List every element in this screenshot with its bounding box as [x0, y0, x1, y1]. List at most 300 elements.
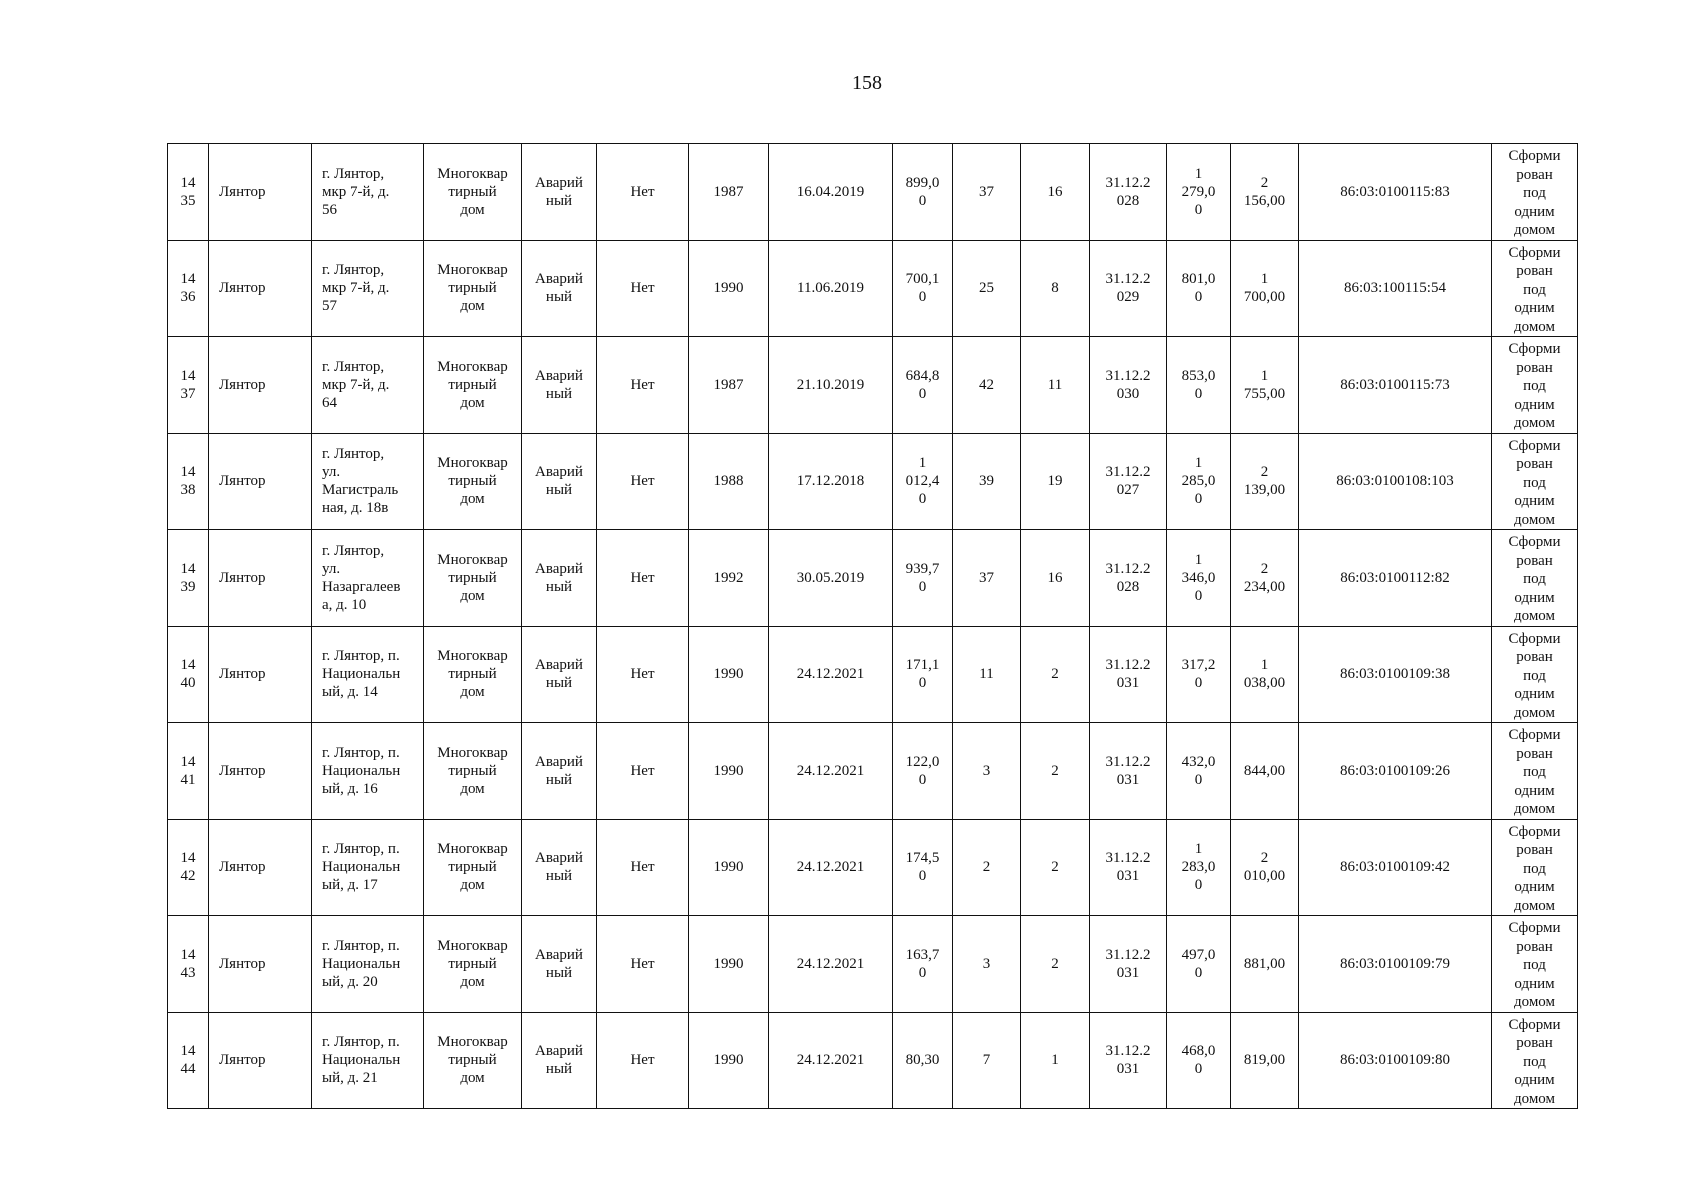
- cell-building-type-line: дом: [460, 298, 485, 315]
- cell-row-number-line: 14: [180, 174, 196, 191]
- cell-living-area-line: 012,4: [905, 473, 940, 490]
- cell-total-area: [1231, 433, 1299, 530]
- cell-condition-line: ный: [545, 868, 573, 885]
- cell-address: [312, 1012, 424, 1109]
- cell-living-area: [893, 433, 953, 530]
- cell-condition-line: Аварий: [535, 1043, 583, 1060]
- cell-condition: [522, 916, 597, 1013]
- cell-address-line: Национальн: [322, 666, 401, 683]
- cell-premises: 19: [1021, 433, 1090, 530]
- cell-total-area-line: 038,00: [1243, 675, 1286, 692]
- cell-note-line: Сформи: [1508, 341, 1561, 357]
- table-row: [168, 433, 1578, 530]
- cell-note-line: домом: [1513, 318, 1556, 335]
- cell-living-area-line: 0: [918, 578, 927, 595]
- cell-address-line: г. Лянтор,: [322, 165, 385, 182]
- cell-resettlement-deadline: [1090, 144, 1167, 241]
- cell-total-area-line: 1: [1260, 271, 1269, 288]
- cell-row-number-line: 36: [180, 289, 196, 306]
- cell-decision-date: 30.05.2019: [769, 530, 893, 627]
- cell-row-number: [168, 240, 209, 337]
- cell-resettlement-deadline-line: 031: [1116, 868, 1140, 885]
- cell-building-type-line: Многоквар: [437, 1034, 508, 1051]
- cell-condition: [522, 723, 597, 820]
- cell-address: [312, 337, 424, 434]
- cell-building-type: [424, 144, 522, 241]
- cell-land-area-line: 0: [1194, 289, 1203, 306]
- cell-municipality: Лянтор: [209, 626, 312, 723]
- cell-total-area: [1231, 626, 1299, 723]
- cell-land-area-line: 1: [1194, 165, 1203, 182]
- cell-land-area-line: 283,0: [1181, 859, 1216, 876]
- cell-row-number-line: 14: [180, 367, 196, 384]
- cell-address-line: г. Лянтор,: [322, 358, 385, 375]
- cell-year-built: 1987: [689, 144, 769, 241]
- cell-address: [312, 530, 424, 627]
- cell-cadastral-number: 86:03:0100109:79: [1299, 916, 1492, 1013]
- cell-total-area: [1231, 916, 1299, 1013]
- cell-year-built: 1990: [689, 819, 769, 916]
- cell-land-area-line: 279,0: [1181, 183, 1216, 200]
- cell-note-line: под: [1523, 1053, 1546, 1070]
- cell-note: [1492, 530, 1578, 627]
- cell-total-area: [1231, 337, 1299, 434]
- cell-note-line: Сформи: [1508, 437, 1561, 454]
- cell-row-number-line: 35: [180, 192, 196, 209]
- cell-note-line: под: [1523, 185, 1546, 201]
- cell-decision-date: 16.04.2019: [769, 144, 893, 241]
- cell-condition-line: ный: [545, 482, 573, 499]
- cell-residents: 3: [953, 916, 1021, 1013]
- cell-resettlement-deadline-line: 031: [1116, 771, 1140, 788]
- cell-building-type-line: Многоквар: [437, 648, 508, 665]
- cell-note-line: под: [1523, 378, 1546, 394]
- cell-living-area-line: 0: [918, 964, 927, 981]
- cell-living-area-line: 80,30: [905, 1052, 940, 1069]
- cell-premises: 2: [1021, 626, 1090, 723]
- cell-resettlement-deadline: [1090, 530, 1167, 627]
- cell-condition: [522, 819, 597, 916]
- cell-total-area: [1231, 819, 1299, 916]
- cell-living-area-line: 0: [918, 771, 927, 788]
- cell-address-line: г. Лянтор, п.: [322, 744, 400, 761]
- cell-total-area-line: 1: [1260, 657, 1269, 674]
- cell-note-line: под: [1523, 860, 1546, 877]
- cell-year-built: 1990: [689, 240, 769, 337]
- cell-total-area-line: 2: [1260, 850, 1269, 867]
- cell-land-area: [1167, 337, 1231, 434]
- cell-total-area: [1231, 723, 1299, 820]
- cell-resettlement-deadline-line: 31.12.2: [1105, 271, 1151, 288]
- cell-row-number-line: 14: [180, 1043, 196, 1060]
- cell-row-number-line: 38: [180, 482, 196, 499]
- cell-land-area-line: 0: [1194, 771, 1203, 788]
- cell-building-type: [424, 240, 522, 337]
- cell-building-type-line: Многоквар: [437, 358, 508, 375]
- cell-note-line: под: [1523, 281, 1546, 298]
- cell-resettlement-deadline-line: 31.12.2: [1105, 946, 1151, 963]
- cell-row-number-line: 14: [180, 850, 196, 867]
- cell-premises: 1: [1021, 1012, 1090, 1109]
- cell-condition-line: Аварий: [535, 271, 583, 288]
- cell-resettlement-deadline-line: 31.12.2: [1105, 1043, 1151, 1060]
- cell-note-line: домом: [1513, 1090, 1556, 1107]
- cell-year-built: 1992: [689, 530, 769, 627]
- cell-year-built: 1987: [689, 337, 769, 434]
- cell-living-area-line: 0: [918, 192, 927, 209]
- cell-note-line: одним: [1514, 879, 1555, 895]
- cell-note: [1492, 819, 1578, 916]
- cell-resettlement-deadline: [1090, 240, 1167, 337]
- cell-address: [312, 819, 424, 916]
- cell-note-line: одним: [1514, 975, 1555, 992]
- cell-land-area-line: 346,0: [1181, 569, 1216, 586]
- cell-cadastral-number: 86:03:0100109:42: [1299, 819, 1492, 916]
- cell-resettlement-deadline-line: 031: [1116, 675, 1140, 692]
- cell-living-area-line: 171,1: [905, 657, 940, 674]
- cell-building-type: [424, 916, 522, 1013]
- cell-resettlement-deadline-line: 31.12.2: [1105, 657, 1151, 674]
- cell-decision-date: 24.12.2021: [769, 819, 893, 916]
- cell-land-area-line: 801,0: [1181, 271, 1216, 288]
- cell-condition-line: Аварий: [535, 850, 583, 867]
- cell-living-area: [893, 240, 953, 337]
- cell-condition-line: ный: [545, 289, 573, 306]
- cell-condition-line: Аварий: [535, 464, 583, 481]
- table-body: [168, 144, 1578, 1109]
- cell-note: [1492, 1012, 1578, 1109]
- cell-total-area: [1231, 240, 1299, 337]
- cell-address-line: 57: [322, 298, 337, 315]
- cell-land-area-line: 853,0: [1181, 367, 1216, 384]
- cell-land-area-line: 0: [1194, 201, 1203, 218]
- cell-resettlement-deadline-line: 031: [1116, 964, 1140, 981]
- cell-address-line: 56: [322, 201, 337, 218]
- cell-flag: Нет: [597, 530, 689, 627]
- cell-condition-line: ный: [545, 385, 573, 402]
- cell-note-line: рован: [1516, 938, 1553, 955]
- cell-building-type: [424, 433, 522, 530]
- cell-condition: [522, 1012, 597, 1109]
- table-row: [168, 144, 1578, 241]
- cell-note: [1492, 433, 1578, 530]
- cell-row-number-line: 14: [180, 560, 196, 577]
- cell-living-area-line: 899,0: [905, 174, 940, 191]
- cell-row-number-line: 43: [180, 964, 196, 981]
- cell-condition: [522, 530, 597, 627]
- cell-note-line: одним: [1514, 782, 1555, 799]
- cell-note-line: Сформи: [1508, 920, 1561, 936]
- cell-municipality: Лянтор: [209, 240, 312, 337]
- cell-row-number: [168, 723, 209, 820]
- cell-total-area: [1231, 144, 1299, 241]
- cell-resettlement-deadline-line: 31.12.2: [1105, 367, 1151, 384]
- cell-total-area-line: 2: [1260, 174, 1269, 191]
- cell-flag: Нет: [597, 240, 689, 337]
- cell-building-type-line: Многоквар: [437, 165, 508, 182]
- cell-address: [312, 626, 424, 723]
- cell-land-area-line: 497,0: [1181, 946, 1216, 963]
- cell-cadastral-number: 86:03:0100112:82: [1299, 530, 1492, 627]
- cell-resettlement-deadline: [1090, 433, 1167, 530]
- cell-resettlement-deadline-line: 31.12.2: [1105, 753, 1151, 770]
- cell-total-area-line: 881,00: [1243, 955, 1286, 972]
- cell-land-area: [1167, 144, 1231, 241]
- cell-residents: 3: [953, 723, 1021, 820]
- cell-note-line: Сформи: [1508, 244, 1561, 261]
- cell-premises: 2: [1021, 819, 1090, 916]
- cell-total-area-line: 755,00: [1243, 385, 1286, 402]
- cell-cadastral-number: 86:03:0100109:38: [1299, 626, 1492, 723]
- cell-decision-date: 21.10.2019: [769, 337, 893, 434]
- cell-living-area: [893, 626, 953, 723]
- cell-resettlement-deadline: [1090, 723, 1167, 820]
- cell-land-area: [1167, 819, 1231, 916]
- cell-building-type-line: Многоквар: [437, 937, 508, 954]
- cell-land-area-line: 0: [1194, 964, 1203, 981]
- cell-address-line: 64: [322, 394, 337, 411]
- cell-total-area-line: 156,00: [1243, 192, 1286, 209]
- cell-land-area: [1167, 433, 1231, 530]
- cell-note-line: Сформи: [1508, 1016, 1561, 1033]
- cell-row-number: [168, 626, 209, 723]
- cell-building-type-line: дом: [460, 684, 485, 701]
- cell-row-number-line: 40: [180, 675, 196, 692]
- cell-resettlement-deadline-line: 31.12.2: [1105, 560, 1151, 577]
- cell-note-line: Сформи: [1508, 630, 1561, 647]
- cell-note-line: одним: [1514, 493, 1555, 509]
- cell-note-line: домом: [1513, 511, 1556, 528]
- cell-living-area-line: 700,1: [905, 271, 940, 288]
- cell-flag: Нет: [597, 626, 689, 723]
- cell-flag: Нет: [597, 433, 689, 530]
- cell-building-type-line: дом: [460, 780, 485, 797]
- cell-land-area-line: 285,0: [1181, 473, 1216, 490]
- cell-row-number-line: 14: [180, 464, 196, 481]
- cell-living-area-line: 0: [918, 289, 927, 306]
- cell-address-line: ый, д. 14: [322, 684, 378, 701]
- cell-building-type-line: дом: [460, 587, 485, 604]
- table-row: [168, 626, 1578, 723]
- cell-premises: 8: [1021, 240, 1090, 337]
- cell-note-line: Сформи: [1508, 148, 1561, 164]
- cell-note-line: под: [1523, 957, 1546, 973]
- cell-building-type: [424, 723, 522, 820]
- cell-resettlement-deadline-line: 030: [1116, 385, 1140, 402]
- cell-resettlement-deadline-line: 031: [1116, 1061, 1140, 1078]
- cell-address-line: ый, д. 20: [322, 973, 378, 990]
- cell-premises: 16: [1021, 144, 1090, 241]
- cell-resettlement-deadline-line: 027: [1116, 482, 1140, 499]
- cell-condition-line: Аварий: [535, 560, 583, 577]
- cell-cadastral-number: 86:03:0100109:26: [1299, 723, 1492, 820]
- cell-land-area: [1167, 626, 1231, 723]
- cell-living-area-line: 122,0: [905, 753, 940, 770]
- cell-condition: [522, 626, 597, 723]
- cell-building-type-line: Многоквар: [437, 455, 508, 472]
- cell-total-area-line: 2: [1260, 464, 1269, 481]
- table-row: [168, 240, 1578, 337]
- cell-note-line: рован: [1516, 166, 1553, 183]
- cell-land-area-line: 0: [1194, 877, 1203, 894]
- cell-building-type: [424, 626, 522, 723]
- cell-living-area: [893, 916, 953, 1013]
- cell-decision-date: 24.12.2021: [769, 916, 893, 1013]
- cell-building-type-line: Многоквар: [437, 744, 508, 761]
- cell-flag: Нет: [597, 337, 689, 434]
- cell-premises: 11: [1021, 337, 1090, 434]
- cell-resettlement-deadline: [1090, 337, 1167, 434]
- cell-cadastral-number: 86:03:0100109:80: [1299, 1012, 1492, 1109]
- cell-land-area: [1167, 1012, 1231, 1109]
- cell-row-number-line: 14: [180, 753, 196, 770]
- cell-residents: 37: [953, 144, 1021, 241]
- cell-land-area-line: 0: [1194, 587, 1203, 604]
- cell-condition-line: Аварий: [535, 753, 583, 770]
- cell-row-number: [168, 819, 209, 916]
- cell-row-number-line: 37: [180, 385, 196, 402]
- cell-condition-line: Аварий: [535, 174, 583, 191]
- cell-address-line: ый, д. 16: [322, 780, 378, 797]
- cell-address-line: г. Лянтор, п.: [322, 841, 400, 858]
- cell-flag: Нет: [597, 1012, 689, 1109]
- cell-municipality: Лянтор: [209, 819, 312, 916]
- cell-address: [312, 433, 424, 530]
- cell-resettlement-deadline-line: 31.12.2: [1105, 174, 1151, 191]
- cell-land-area-line: 0: [1194, 675, 1203, 692]
- cell-cadastral-number: 86:03:0100115:73: [1299, 337, 1492, 434]
- cell-note-line: домом: [1513, 222, 1556, 238]
- cell-premises: 2: [1021, 916, 1090, 1013]
- cell-building-type-line: дом: [460, 491, 485, 508]
- cell-note-line: одним: [1514, 300, 1555, 316]
- cell-land-area-line: 0: [1194, 385, 1203, 402]
- cell-total-area: [1231, 1012, 1299, 1109]
- cell-cadastral-number: 86:03:0100115:83: [1299, 144, 1492, 241]
- cell-address-line: ул.: [322, 464, 341, 481]
- cell-note-line: Сформи: [1508, 823, 1561, 840]
- cell-address-line: мкр 7-й, д.: [322, 183, 390, 200]
- cell-building-type-line: тирный: [448, 473, 497, 490]
- cell-land-area-line: 317,2: [1181, 657, 1216, 674]
- cell-address-line: Национальн: [322, 1052, 401, 1069]
- cell-municipality: Лянтор: [209, 433, 312, 530]
- cell-total-area: [1231, 530, 1299, 627]
- cell-flag: Нет: [597, 144, 689, 241]
- table-row: [168, 1012, 1578, 1109]
- cell-condition-line: ный: [545, 1061, 573, 1078]
- cell-address-line: мкр 7-й, д.: [322, 280, 390, 297]
- cell-building-type: [424, 1012, 522, 1109]
- cell-residents: 2: [953, 819, 1021, 916]
- cell-note-line: рован: [1516, 649, 1553, 665]
- cell-residents: 7: [953, 1012, 1021, 1109]
- cell-note-line: одним: [1514, 589, 1555, 606]
- cell-cadastral-number: 86:03:0100108:103: [1299, 433, 1492, 530]
- cell-municipality: Лянтор: [209, 723, 312, 820]
- cell-living-area: [893, 819, 953, 916]
- cell-year-built: 1990: [689, 723, 769, 820]
- cell-resettlement-deadline: [1090, 626, 1167, 723]
- cell-note: [1492, 916, 1578, 1013]
- cell-building-type-line: тирный: [448, 666, 497, 683]
- cell-resettlement-deadline-line: 029: [1116, 289, 1140, 306]
- cell-note-line: одним: [1514, 203, 1555, 220]
- cell-building-type: [424, 337, 522, 434]
- page-number: 158: [852, 72, 882, 94]
- cell-condition-line: Аварий: [535, 367, 583, 384]
- cell-total-area-line: 844,00: [1243, 762, 1286, 779]
- cell-premises: 2: [1021, 723, 1090, 820]
- cell-building-type-line: тирный: [448, 569, 497, 586]
- cell-municipality: Лянтор: [209, 916, 312, 1013]
- cell-note-line: рован: [1516, 552, 1553, 569]
- cell-condition-line: ный: [545, 578, 573, 595]
- table-row: [168, 819, 1578, 916]
- cell-living-area: [893, 337, 953, 434]
- cell-decision-date: 24.12.2021: [769, 1012, 893, 1109]
- cell-flag: Нет: [597, 819, 689, 916]
- cell-note-line: под: [1523, 764, 1546, 780]
- table-row: [168, 530, 1578, 627]
- cell-row-number: [168, 433, 209, 530]
- cell-note: [1492, 723, 1578, 820]
- cell-flag: Нет: [597, 723, 689, 820]
- cell-living-area: [893, 1012, 953, 1109]
- cell-municipality: Лянтор: [209, 144, 312, 241]
- cell-total-area-line: 700,00: [1243, 289, 1286, 306]
- cell-note-line: домом: [1513, 608, 1556, 624]
- cell-living-area: [893, 723, 953, 820]
- cell-building-type-line: тирный: [448, 955, 497, 972]
- cell-row-number: [168, 144, 209, 241]
- cell-living-area-line: 163,7: [905, 946, 940, 963]
- cell-note-line: домом: [1513, 415, 1556, 431]
- cell-note-line: под: [1523, 571, 1546, 587]
- cell-note-line: рован: [1516, 359, 1553, 376]
- cell-note-line: рован: [1516, 1035, 1553, 1051]
- cell-living-area-line: 174,5: [905, 850, 940, 867]
- cell-year-built: 1988: [689, 433, 769, 530]
- cell-resettlement-deadline: [1090, 1012, 1167, 1109]
- cell-condition-line: Аварий: [535, 946, 583, 963]
- cell-residents: 25: [953, 240, 1021, 337]
- cell-building-type-line: Многоквар: [437, 262, 508, 279]
- cell-address-line: Назаргалеев: [322, 578, 401, 595]
- cell-address-line: г. Лянтор,: [322, 542, 385, 559]
- cell-condition: [522, 144, 597, 241]
- cell-building-type-line: Многоквар: [437, 551, 508, 568]
- cell-note-line: под: [1523, 667, 1546, 684]
- cell-note-line: рован: [1516, 745, 1553, 762]
- cell-address-line: г. Лянтор, п.: [322, 1034, 400, 1051]
- cell-living-area-line: 0: [918, 675, 927, 692]
- cell-address-line: Национальн: [322, 762, 401, 779]
- cell-land-area: [1167, 916, 1231, 1013]
- cell-land-area-line: 0: [1194, 1061, 1203, 1078]
- cell-address-line: ый, д. 21: [322, 1070, 378, 1087]
- cell-note-line: одним: [1514, 1072, 1555, 1088]
- cell-row-number-line: 44: [180, 1061, 196, 1078]
- cell-municipality: Лянтор: [209, 337, 312, 434]
- cell-residents: 37: [953, 530, 1021, 627]
- cell-condition-line: ный: [545, 675, 573, 692]
- cell-address: [312, 723, 424, 820]
- cell-cadastral-number: 86:03:100115:54: [1299, 240, 1492, 337]
- cell-year-built: 1990: [689, 626, 769, 723]
- cell-living-area-line: 939,7: [905, 560, 940, 577]
- cell-living-area-line: 684,8: [905, 367, 940, 384]
